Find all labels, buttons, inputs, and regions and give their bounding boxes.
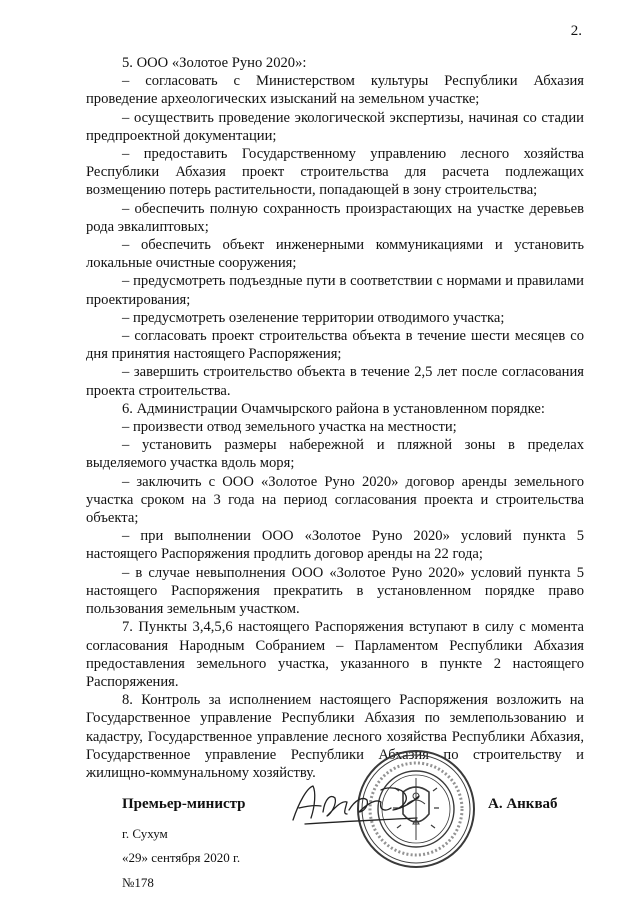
paragraph: – произвести отвод земельного участка на местности; — [122, 419, 457, 436]
handwritten-signature-icon — [285, 780, 425, 828]
document-number: №178 — [122, 875, 154, 890]
paragraph: – предусмотреть озеленение территории отводимого участка; — [122, 309, 505, 326]
paragraph: – предусмотреть подъездные пути в соответствии с нормами и правилами проектирования; — [86, 273, 584, 308]
paragraph: – при выполнении ООО «Золотое Руно 2020» условий пункта 5 настоящего Распоряжения продлить договор аренды на 22 года; — [86, 528, 584, 563]
paragraph: – завершить строительство объекта в течение 2,5 лет после согласования проекта строительства. — [86, 364, 584, 399]
page-number: 2. — [570, 23, 582, 39]
paragraph: – предоставить Государственному управлению лесного хозяйства Республики Абхазия проект строительства для расчета подлежащих возмещению потерь растительности, попадающей в зону строительства; — [86, 146, 584, 199]
paragraph-6-heading: 6. Администрации Очамчырского района в установленном порядке: — [122, 400, 545, 417]
paragraph: – осуществить проведение экологической экспертизы, начиная со стадии предпроектной документации; — [86, 109, 584, 144]
paragraph: – обеспечить полную сохранность произрастающих на участке деревьев рода эвкалиптовых; — [86, 200, 584, 235]
paragraph-7: 7. Пункты 3,4,5,6 настоящего Распоряжения вступают в силу с момента согласования Народным Собранием – Парламентом Республики Абхазия предоставления земельного участка, указанного в пункте 2 настоящего Распоряжения. — [86, 619, 584, 690]
paragraph: – установить размеры набережной и пляжной зоны в пределах выделяемого участка вдоль моря; — [86, 437, 584, 472]
paragraph: – согласовать с Министерством культуры Республики Абхазия проведение археологических изысканий на земельном участке; — [86, 73, 584, 108]
signature-title: Премьер-министр — [122, 796, 246, 812]
paragraph-8: 8. Контроль за исполнением настоящего Распоряжения возложить на Государственное управление Республики Абхазия по землепользованию и кадастру, Государственное управление лесного хозяйства Республики Абхазия, Государственное управление Республики Абхазия по строительству и жилищно-коммунальному хозяйству. — [86, 692, 584, 781]
signature-name: А. Анкваб — [488, 796, 558, 812]
paragraph: – обеспечить объект инженерными коммуникациями и установить локальные очистные сооружения; — [86, 237, 584, 272]
date: «29» сентября 2020 г. — [122, 850, 241, 865]
paragraph: – в случае невыполнения ООО «Золотое Руно 2020» условий пункта 5 настоящего Распоряжения прекратить в установленном порядке право пользования земельным участком. — [86, 564, 584, 618]
place: г. Сухум — [122, 826, 168, 841]
document-body — [86, 54, 584, 782]
paragraph: – согласовать проект строительства объекта в течение шести месяцев со дня принятия настоящего Распоряжения; — [86, 328, 584, 363]
paragraph: – заключить с ООО «Золотое Руно 2020» договор аренды земельного участка сроком на 3 года на период согласования проекта и строительства объекта; — [86, 473, 584, 527]
paragraph-5-heading: 5. ООО «Золотое Руно 2020»: — [122, 55, 307, 71]
